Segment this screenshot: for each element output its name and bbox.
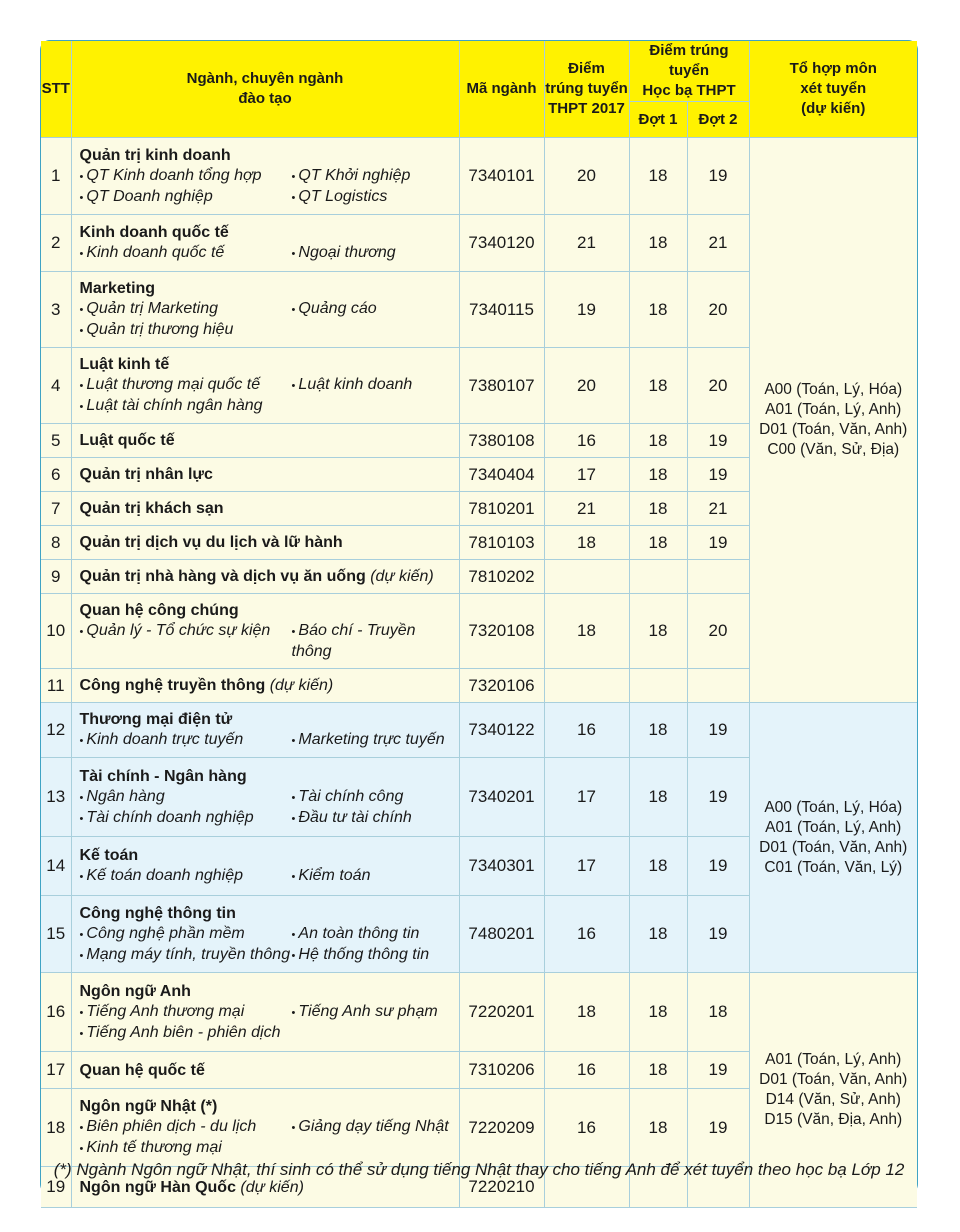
subject-combo-line: D01 (Toán, Văn, Anh) <box>759 421 908 438</box>
table-row <box>41 703 917 758</box>
cell-thpt-score <box>544 669 629 703</box>
cell-code: 7340115 <box>459 272 544 348</box>
cell-stt: 12 <box>41 703 71 758</box>
table-row <box>41 138 917 215</box>
specialization-item: • Luật tài chính ngân hàng <box>80 396 292 417</box>
header-combo-line1: Tổ hợp môn <box>789 60 877 77</box>
subject-combo-line: A01 (Toán, Lý, Anh) <box>765 1051 902 1068</box>
cell-stt: 5 <box>41 424 71 458</box>
specialization-item: • Quảng cáo <box>292 299 453 320</box>
specialization-item: • Tiếng Anh biên - phiên dịch <box>80 1023 292 1044</box>
major-name <box>80 845 453 866</box>
major-name-text: Công nghệ thông tin <box>79 904 236 922</box>
specialization-item: • Quản trị Marketing <box>80 299 292 320</box>
cell-thpt-score <box>544 560 629 594</box>
major-name <box>80 1096 453 1117</box>
cell-dot2: 19 <box>687 758 749 837</box>
cell-major <box>71 424 459 458</box>
cell-dot1: 18 <box>629 594 687 669</box>
specialization-item: • Công nghệ phần mềm <box>80 924 292 945</box>
major-name <box>80 566 453 587</box>
header-dot2 <box>687 102 749 138</box>
specialization-list <box>80 243 453 264</box>
cell-code: 7340201 <box>459 758 544 837</box>
specialization-item: • An toàn thông tin <box>292 924 453 945</box>
specialization-item: • Tiếng Anh thương mại <box>80 1002 292 1023</box>
specialization-item: • Luật kinh doanh <box>292 375 453 396</box>
major-name <box>80 532 453 553</box>
cell-thpt-score: 17 <box>544 458 629 492</box>
cell-major <box>71 758 459 837</box>
cell-dot2: 19 <box>687 837 749 896</box>
major-name-text: Luật quốc tế <box>79 432 175 449</box>
header-combo-line2: xét tuyển <box>800 80 867 97</box>
cell-thpt-score: 16 <box>544 1052 629 1089</box>
major-name-text: Ngôn ngữ Nhật (*) <box>79 1098 218 1115</box>
major-note: (dự kiến) <box>370 568 434 585</box>
specialization-item: • Biên phiên dịch - du lịch <box>80 1117 292 1138</box>
cell-thpt-score: 21 <box>544 492 629 526</box>
major-name <box>80 766 453 787</box>
cell-dot1: 18 <box>629 526 687 560</box>
cell-code: 7340101 <box>459 138 544 215</box>
major-name <box>80 430 453 451</box>
cell-dot1: 18 <box>629 703 687 758</box>
cell-dot1: 18 <box>629 348 687 424</box>
cell-thpt-score: 16 <box>544 1089 629 1167</box>
major-note: (dự kiến) <box>240 1178 304 1196</box>
specialization-list <box>80 621 453 662</box>
cell-major <box>71 973 459 1052</box>
specialization-list <box>80 866 453 887</box>
header-major-line2: đào tạo <box>238 90 292 107</box>
cell-stt: 9 <box>41 560 71 594</box>
header-thpt-line3: THPT 2017 <box>548 100 625 117</box>
cell-major <box>71 138 459 215</box>
cell-major <box>71 560 459 594</box>
major-name <box>80 903 453 924</box>
specialization-item: • Ngoại thương <box>292 243 453 264</box>
cell-dot1 <box>629 560 687 594</box>
cell-thpt-score: 20 <box>544 348 629 424</box>
subject-combo-line: A00 (Toán, Lý, Hóa) <box>764 798 903 816</box>
cell-stt: 4 <box>41 348 71 424</box>
specialization-list <box>80 166 453 208</box>
header-combo <box>749 41 917 138</box>
cell-major <box>71 492 459 526</box>
specialization-item: • Quản trị thương hiệu <box>80 320 292 341</box>
subject-combo-line: C01 (Toán, Văn, Lý) <box>764 858 903 876</box>
header-major <box>71 41 459 138</box>
cell-code: 7340301 <box>459 837 544 896</box>
cell-subject-combo <box>749 138 917 703</box>
major-name <box>80 600 453 621</box>
cell-major <box>71 837 459 896</box>
subject-combo-line: A00 (Toán, Lý, Hóa) <box>764 381 903 398</box>
cell-dot2 <box>687 560 749 594</box>
cell-dot1: 18 <box>629 758 687 837</box>
cell-major <box>71 526 459 560</box>
major-name <box>80 464 453 485</box>
major-name <box>80 1060 453 1081</box>
major-name-text: Quản trị dịch vụ du lịch và lữ hành <box>79 534 343 551</box>
subject-combo-line: C00 (Văn, Sử, Địa) <box>767 441 900 458</box>
header-dot1 <box>629 102 687 138</box>
major-note: (dự kiến) <box>269 677 334 694</box>
cell-dot2 <box>687 669 749 703</box>
cell-stt: 14 <box>41 837 71 896</box>
cell-stt: 1 <box>41 138 71 215</box>
specialization-item: • Đầu tư tài chính <box>292 808 453 829</box>
specialization-item: • Luật thương mại quốc tế <box>80 375 292 396</box>
header-stt-label: STT <box>41 80 70 97</box>
major-name-text: Ngôn ngữ Hàn Quốc <box>79 1178 236 1196</box>
specialization-item: • Kinh doanh trực tuyến <box>80 730 292 751</box>
specialization-item: • Quản lý - Tổ chức sự kiện <box>80 621 292 662</box>
major-name-text: Marketing <box>79 280 156 297</box>
cell-stt: 6 <box>41 458 71 492</box>
major-name-text: Quan hệ công chúng <box>79 602 239 619</box>
cell-dot2: 19 <box>687 458 749 492</box>
cell-dot1: 18 <box>629 138 687 215</box>
cell-stt: 13 <box>41 758 71 837</box>
cell-major <box>71 703 459 758</box>
specialization-item: • Tiếng Anh sư phạm <box>292 1002 453 1023</box>
cell-stt: 3 <box>41 272 71 348</box>
cell-dot2: 21 <box>687 492 749 526</box>
subject-combo-line: D01 (Toán, Văn, Anh) <box>759 1071 908 1088</box>
cell-stt: 11 <box>41 669 71 703</box>
cell-thpt-score: 18 <box>544 973 629 1052</box>
specialization-item: • Kinh doanh quốc tế <box>80 243 292 264</box>
cell-dot2: 19 <box>687 526 749 560</box>
cell-dot1: 18 <box>629 424 687 458</box>
header-hocba <box>629 41 749 102</box>
cell-major <box>71 1052 459 1089</box>
cell-dot2: 21 <box>687 215 749 272</box>
specialization-list <box>80 1002 453 1044</box>
specialization-item: • Kinh tế thương mại <box>80 1138 292 1159</box>
cell-subject-combo <box>749 703 917 973</box>
header-hocba-line1: Điểm trúng tuyển <box>649 42 729 79</box>
cell-stt: 7 <box>41 492 71 526</box>
cell-dot1: 18 <box>629 272 687 348</box>
specialization-item: • Marketing trực tuyến <box>292 730 453 751</box>
specialization-list <box>80 924 453 966</box>
cell-dot1: 18 <box>629 215 687 272</box>
major-name-text: Công nghệ truyền thông <box>79 677 266 694</box>
header-dot2-label: Đợt 2 <box>698 110 738 128</box>
cell-code: 7380107 <box>459 348 544 424</box>
specialization-list <box>80 787 453 829</box>
cell-dot2: 18 <box>687 973 749 1052</box>
header-major-line1: Ngành, chuyên ngành <box>186 70 344 87</box>
cell-stt: 18 <box>41 1089 71 1167</box>
cell-dot1: 18 <box>629 492 687 526</box>
specialization-item: • QT Logistics <box>292 187 453 208</box>
header-hocba-line2: Học bạ THPT <box>642 82 736 99</box>
header-thpt-line1: Điểm <box>568 60 605 77</box>
cell-thpt-score: 16 <box>544 424 629 458</box>
header-thpt-score <box>544 41 629 138</box>
header-dot1-label: Đợt 1 <box>638 110 678 128</box>
cell-dot1: 18 <box>629 458 687 492</box>
cell-code: 7320106 <box>459 669 544 703</box>
specialization-item: • Ngân hàng <box>80 787 292 808</box>
specialization-item: • QT Doanh nghiệp <box>80 187 292 208</box>
specialization-item: • Tài chính công <box>292 787 453 808</box>
table-row <box>41 973 917 1052</box>
cell-dot2: 20 <box>687 272 749 348</box>
specialization-list <box>80 375 453 417</box>
cell-dot2: 19 <box>687 896 749 973</box>
cell-stt: 16 <box>41 973 71 1052</box>
major-name <box>80 222 453 243</box>
cell-code: 7380108 <box>459 424 544 458</box>
cell-stt: 10 <box>41 594 71 669</box>
cell-stt: 2 <box>41 215 71 272</box>
cell-dot2: 19 <box>687 1052 749 1089</box>
cell-stt: 17 <box>41 1052 71 1089</box>
cell-dot1: 18 <box>629 896 687 973</box>
cell-dot2: 19 <box>687 138 749 215</box>
cell-code: 7340120 <box>459 215 544 272</box>
cell-code: 7310206 <box>459 1052 544 1089</box>
specialization-item: • Mạng máy tính, truyền thông <box>80 945 292 966</box>
major-name-text: Thương mại điện tử <box>79 711 233 728</box>
cell-dot2: 20 <box>687 594 749 669</box>
major-name <box>80 354 453 375</box>
cell-dot1: 18 <box>629 973 687 1052</box>
cell-dot2: 20 <box>687 348 749 424</box>
cell-major <box>71 215 459 272</box>
cell-dot2: 19 <box>687 1089 749 1167</box>
cell-dot2: 19 <box>687 703 749 758</box>
cell-code: 7810103 <box>459 526 544 560</box>
admission-table <box>41 41 917 1208</box>
major-name-text: Ngôn ngữ Anh <box>79 982 191 1000</box>
cell-code: 7320108 <box>459 594 544 669</box>
major-name-text: Kinh doanh quốc tế <box>79 224 229 241</box>
cell-code: 7340122 <box>459 703 544 758</box>
footnote: (*) Ngành Ngôn ngữ Nhật, thí sinh có thể sử dụng tiếng Nhật thay cho tiếng Anh để xét tuyển theo học bạ Lớp 12 <box>53 1160 905 1179</box>
header-thpt-line2: trúng tuyển <box>545 80 628 97</box>
cell-dot1: 18 <box>629 1052 687 1089</box>
specialization-item: • QT Khởi nghiệp <box>292 166 453 187</box>
cell-code: 7480201 <box>459 896 544 973</box>
cell-dot2: 19 <box>687 424 749 458</box>
cell-dot1: 18 <box>629 837 687 896</box>
specialization-item: • Kiểm toán <box>292 866 453 887</box>
specialization-item: • Kế toán doanh nghiệp <box>80 866 292 887</box>
cell-thpt-score: 16 <box>544 896 629 973</box>
cell-code: 7810202 <box>459 560 544 594</box>
major-name <box>80 498 453 519</box>
major-name <box>80 675 453 696</box>
major-name <box>80 709 453 730</box>
cell-code: 7220209 <box>459 1089 544 1167</box>
cell-thpt-score: 16 <box>544 703 629 758</box>
cell-major <box>71 669 459 703</box>
cell-major <box>71 348 459 424</box>
cell-thpt-score: 20 <box>544 138 629 215</box>
cell-code: 7220210 <box>459 1167 544 1208</box>
specialization-item: • Giảng dạy tiếng Nhật <box>292 1117 453 1138</box>
major-name <box>80 981 453 1002</box>
major-name-text: Quản trị nhân lực <box>79 466 213 483</box>
cell-major <box>71 594 459 669</box>
specialization-item: • Tài chính doanh nghiệp <box>80 808 292 829</box>
specialization-item: • Hệ thống thông tin <box>292 945 453 966</box>
cell-dot1 <box>629 669 687 703</box>
header-stt <box>41 41 71 138</box>
subject-combo-line: D14 (Văn, Sử, Anh) <box>765 1091 901 1108</box>
cell-code: 7340404 <box>459 458 544 492</box>
major-name-text: Kế toán <box>79 847 139 864</box>
subject-combo-line: A01 (Toán, Lý, Anh) <box>765 818 902 836</box>
header-code <box>459 41 544 138</box>
subject-combo-line: D15 (Văn, Địa, Anh) <box>764 1111 903 1128</box>
cell-stt: 15 <box>41 896 71 973</box>
subject-combo-line: D01 (Toán, Văn, Anh) <box>759 838 908 856</box>
cell-major <box>71 896 459 973</box>
cell-thpt-score: 21 <box>544 215 629 272</box>
cell-stt: 8 <box>41 526 71 560</box>
major-name <box>80 278 453 299</box>
major-name-text: Quản trị khách sạn <box>79 500 224 517</box>
cell-thpt-score: 17 <box>544 837 629 896</box>
cell-thpt-score: 18 <box>544 526 629 560</box>
specialization-item: • Báo chí - Truyền thông <box>292 621 453 662</box>
major-name <box>80 145 453 166</box>
cell-thpt-score: 17 <box>544 758 629 837</box>
cell-stt: 19 <box>41 1167 71 1208</box>
cell-major <box>71 458 459 492</box>
major-name-text: Quan hệ quốc tế <box>79 1061 205 1079</box>
specialization-item: • QT Kinh doanh tổng hợp <box>80 166 292 187</box>
header-code-label: Mã ngành <box>466 80 537 97</box>
major-name-text: Quản trị kinh doanh <box>79 146 231 164</box>
header-combo-line3: (dự kiến) <box>801 100 866 117</box>
subject-combo-line: A01 (Toán, Lý, Anh) <box>765 401 902 418</box>
specialization-list <box>80 299 453 341</box>
cell-thpt-score: 18 <box>544 594 629 669</box>
cell-major <box>71 272 459 348</box>
major-name-text: Tài chính - Ngân hàng <box>79 767 247 785</box>
major-name-text: Luật kinh tế <box>79 356 170 373</box>
major-name-text: Quản trị nhà hàng và dịch vụ ăn uống <box>79 568 366 585</box>
specialization-list <box>80 730 453 751</box>
cell-dot1: 18 <box>629 1089 687 1167</box>
cell-thpt-score: 19 <box>544 272 629 348</box>
cell-code: 7810201 <box>459 492 544 526</box>
cell-code: 7220201 <box>459 973 544 1052</box>
